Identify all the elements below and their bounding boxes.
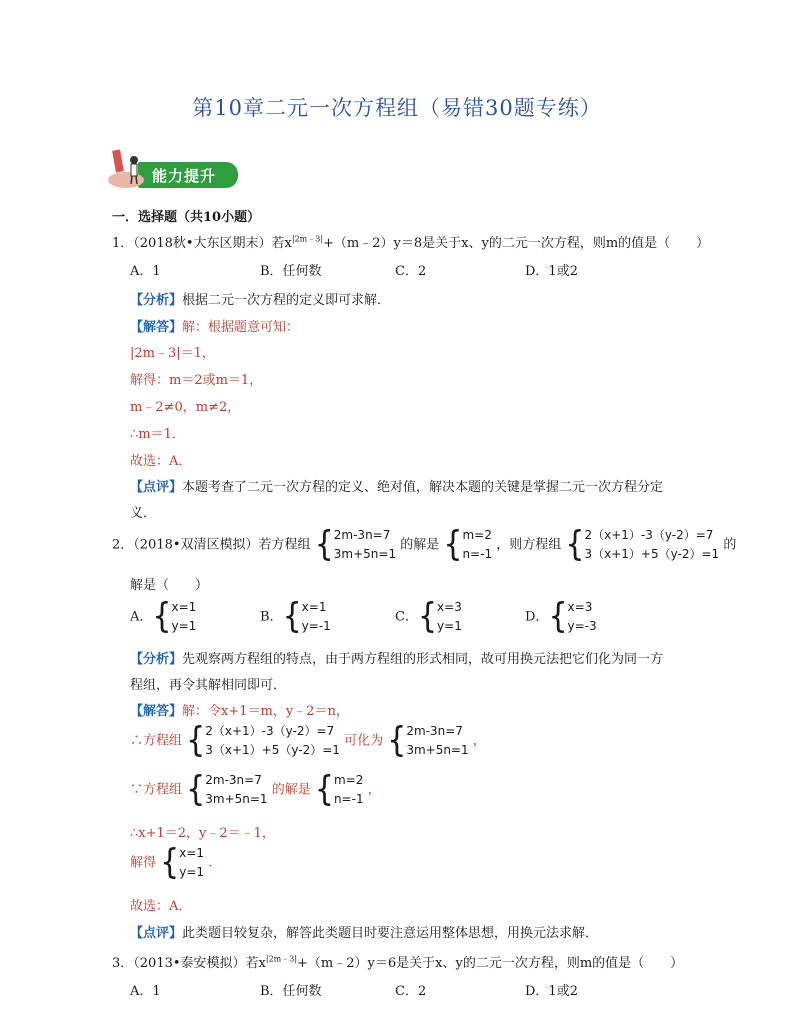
q1-option-c: C．2 — [395, 264, 427, 279]
q1-option-b: B．任何数 — [260, 264, 322, 279]
q2-option-d: D． { x=3 y=-3 — [525, 596, 597, 637]
q1-option-a: A．1 — [130, 264, 161, 279]
q1-stem: 1．（2018秋•大东区期末）若$x^{|2m﹣3|}+(m﹣2)y=8$是关于x、y的二元一次方程，则m的值是（ ） — [112, 234, 710, 251]
q2-step-5: 故选：A． — [130, 899, 192, 914]
badge-label: 能力提升 — [152, 167, 217, 185]
q2-option-a: A． { x=1 y=1 — [130, 596, 197, 637]
q2-analysis: 【分析】先观察两方程组的特点，由于两方程组的形式相同，故可用换元法把它们化为同一方 — [130, 652, 664, 667]
q2-comment: 【点评】此类题目较复杂，解答此类题目时要注意运用整体思想，用换元法求解． — [130, 926, 599, 941]
teacher-figure-icon — [108, 146, 152, 190]
q1-step-5: 故选：A． — [130, 454, 192, 469]
q3-option-b: B．任何数 — [260, 984, 322, 999]
q1-comment: 【点评】本题考查了二元一次方程的定义、绝对值，解决本题的关键是掌握二元一次方程分定 — [130, 480, 664, 495]
q1-step-2: 解得：m＝2或m＝1， — [130, 373, 263, 388]
q1-comment-cont: 义． — [130, 506, 157, 521]
q1-option-d: D．1或2 — [525, 264, 578, 279]
q3-option-d: D．1或2 — [525, 984, 578, 999]
q1-answer: 【解答】解：根据题意可知： — [130, 320, 300, 335]
q2-option-c: C． { x=3 y=1 — [395, 596, 462, 637]
ability-badge — [108, 146, 238, 190]
q2-step-2: ∵方程组 { 2m-3n=7 3m+5n=1 的解是 { m=2 n=-1 ， — [130, 769, 381, 810]
q3-stem: 3．（2013•泰安模拟）若$x^{|2m﹣3|}+(m﹣2)y=6$是关于x、y的二元一次方程，则m的值是（ ） — [112, 954, 684, 971]
page-title: 第10章二元一次方程组（易错30题专练） — [192, 96, 602, 120]
q1-step-4: ∴m＝1． — [130, 427, 185, 442]
q3-option-a: A．1 — [130, 984, 161, 999]
q2-answer: 【解答】解：令x+1＝m，y﹣2＝n， — [130, 704, 349, 719]
q2-stem: 2．（2018•双清区模拟）若方程组 { 2m-3n=7 3m+5n=1 的解是 { m=2 n=-1 ，则方程组 { 2（x+1）-3（y-2）=7 3（x+1）+5（y-2）=1 的 — [112, 524, 737, 565]
q2-step-1: ∴方程组 { 2（x+1）-3（y-2）=7 3（x+1）+5（y-2）=1 可化为 { 2m-3n=7 3m+5n=1 ， — [130, 720, 486, 761]
q2-stem-cont: 解是（ ） — [130, 578, 209, 593]
q2-step-4: 解得 { x=1 y=1 . — [130, 842, 213, 883]
q2-step-3: ∴x+1＝2，y﹣2＝﹣1， — [130, 826, 275, 841]
q2-analysis-cont: 程组，再令其解相同即可． — [130, 678, 287, 693]
q1-step-3: m﹣2≠0，m≠2， — [130, 400, 241, 415]
q3-option-c: C．2 — [395, 984, 427, 999]
q1-step-1: |2m﹣3|＝1， — [130, 346, 215, 361]
section-heading: 一．选择题（共10小题） — [112, 210, 261, 225]
q2-option-b: B． { x=1 y=-1 — [260, 596, 331, 637]
q1-analysis: 【分析】根据二元一次方程的定义即可求解． — [130, 293, 391, 308]
